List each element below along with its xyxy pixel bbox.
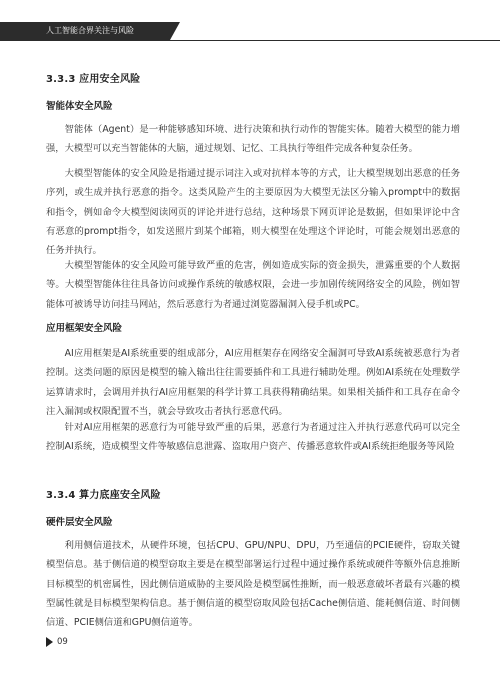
play-arrow-icon [46,637,53,647]
paragraph: 大模型智能体的安全风险可能导致严重的危害，例如造成实际的资金损失，泄露重要的个人数据等。大模型智能体往往具备访问或操作系统的敏感权限，会进一步加剧传统网络安全的风险，例如智能体可被诱导访问挂马网站，然后恶意行为者通过浏览器漏洞入侵手机或PC。 [46,260,460,310]
subsection-heading-agent: 智能体安全风险 [46,101,113,112]
paragraph: 利用侧信道技术，从硬件环境，包括CPU、GPU/NPU、DPU，乃至通信的PCIE硬件，窃取关键模型信息。基于侧信道的模型窃取主要是在模型部署运行过程中通过操作系统或硬件等额外信息推断目标模型的机密属性，因此侧信道威胁的主要风险是模型属性推断，而一般恶意破坏者最有兴趣的模型属性就是目标模型架构信息。基于侧信道的模型窃取风险包括Cache侧信道、能耗侧信道、时间侧信道、PCIE侧信道和GPU侧信道等。 [46,540,460,629]
header-rule [0,40,500,41]
running-header-title: 人工智能合界关注与风险 [0,22,170,40]
section-heading-334: 3.3.4 算力底座安全风险 [46,490,161,501]
page-number: 09 [57,637,68,647]
paragraph: 大模型智能体的安全风险是指通过提示词注入或对抗样本等的方式，让大模型规划出恶意的任务序列，或生成并执行恶意的指令。这类风险产生的主要原因为大模型无法区分输入prompt中的数据和指令，例如命令大模型阅读网页的评论并进行总结，这种场景下网页评论是数据，但如果评论中含有恶意的prompt指令，如发送照片到某个邮箱，则大模型在处理这个评论时，可能会规划出恶意的任务并执行。 [46,168,460,257]
paragraph: 智能体（Agent）是一种能够感知环境、进行决策和执行动作的智能实体。随着大模型的能力增强，大模型可以充当智能体的大脑，通过规划、记忆、工具执行等组件完成各种复杂任务。 [46,124,460,155]
running-header [0,22,500,40]
paragraph: 针对AI应用框架的恶意行为可能导致严重的后果，恶意行为者通过注入并执行恶意代码可以完全控制AI系统，造成模型文件等敏感信息泄露、盗取用户资产、传播恶意软件或AI系统拒绝服务等风险 [46,422,460,453]
subsection-heading-framework: 应用框架安全风险 [46,323,123,334]
page-footer [46,636,68,648]
subsection-heading-hardware: 硬件层安全风险 [46,517,113,528]
section-heading-333: 3.3.3 应用安全风险 [46,74,141,85]
paragraph: AI应用框架是AI系统重要的组成部分，AI应用框架存在网络安全漏洞可导致AI系统被恶意行为者控制。这类问题的原因是模型的输入输出往往需要插件和工具进行辅助处理。例如AI系统在处理数学运算请求时，会调用并执行AI应用框架的科学计算工具获得精确结果。如果相关插件和工具存在命令注入漏洞或权限配置不当，就会导致攻击者执行恶意代码。 [46,348,460,417]
